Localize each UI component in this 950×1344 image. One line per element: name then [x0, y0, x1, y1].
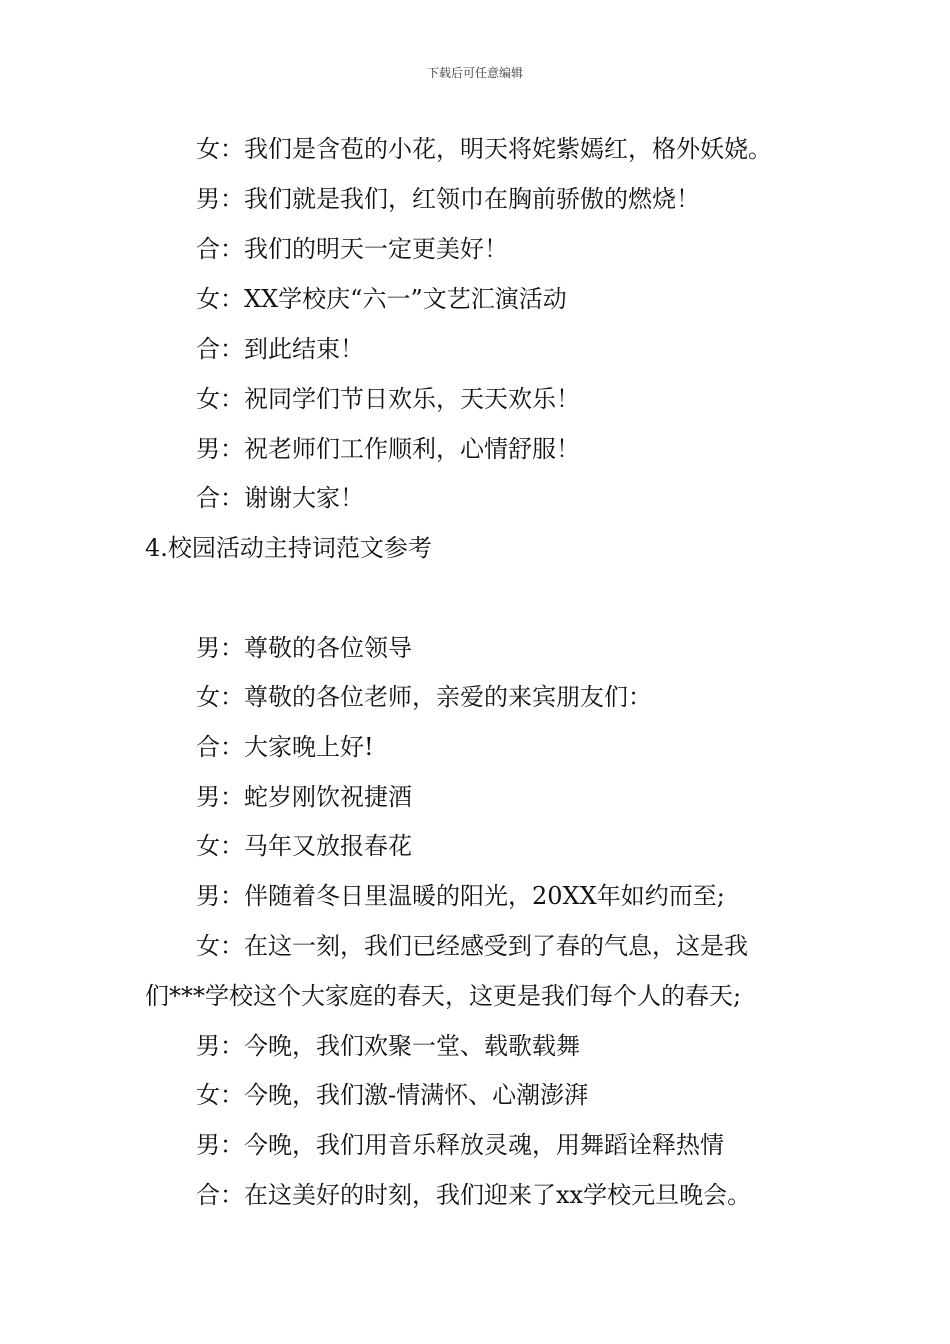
dialogue-line: 男：祝老师们工作顺利，心情舒服！: [196, 435, 580, 463]
section-heading: 4.校园活动主持词范文参考: [145, 534, 432, 562]
dialogue-line: 男：今晚，我们用音乐释放灵魂，用舞蹈诠释热情: [196, 1131, 724, 1159]
dialogue-line: 女：马年又放报春花: [196, 832, 412, 860]
dialogue-line: 男：今晚，我们欢聚一堂、载歌载舞: [196, 1032, 580, 1060]
dialogue-line: 女：祝同学们节日欢乐，天天欢乐！: [196, 385, 580, 413]
dialogue-line: 男：尊敬的各位领导: [196, 634, 412, 662]
dialogue-line-continuation: 们***学校这个大家庭的春天，这更是我们每个人的春天;: [145, 982, 742, 1010]
dialogue-line: 女：今晚，我们激-情满怀、心潮澎湃: [196, 1081, 589, 1109]
dialogue-line: 男：蛇岁刚饮祝捷酒: [196, 783, 412, 811]
dialogue-line: 合：大家晚上好!: [196, 733, 374, 761]
dialogue-line: 男：我们就是我们，红领巾在胸前骄傲的燃烧！: [196, 185, 700, 213]
dialogue-line: 合：在这美好的时刻，我们迎来了xx学校元旦晚会。: [196, 1181, 752, 1209]
dialogue-line: 女：我们是含苞的小花，明天将姹紫嫣红，格外妖娆。: [196, 135, 772, 163]
page-header: 下载后可任意编辑: [426, 66, 523, 80]
dialogue-line: 女：XX学校庆“六一”文艺汇演活动: [196, 285, 567, 313]
dialogue-line: 合：我们的明天一定更美好！: [196, 235, 508, 263]
dialogue-line: 女：尊敬的各位老师，亲爱的来宾朋友们：: [196, 683, 652, 711]
dialogue-line: 合：谢谢大家！: [196, 484, 364, 512]
dialogue-line: 女：在这一刻，我们已经感受到了春的气息，这是我: [196, 932, 748, 960]
dialogue-line: 合：到此结束！: [196, 335, 364, 363]
dialogue-line: 男：伴随着冬日里温暖的阳光，20XX年如约而至;: [196, 882, 725, 910]
